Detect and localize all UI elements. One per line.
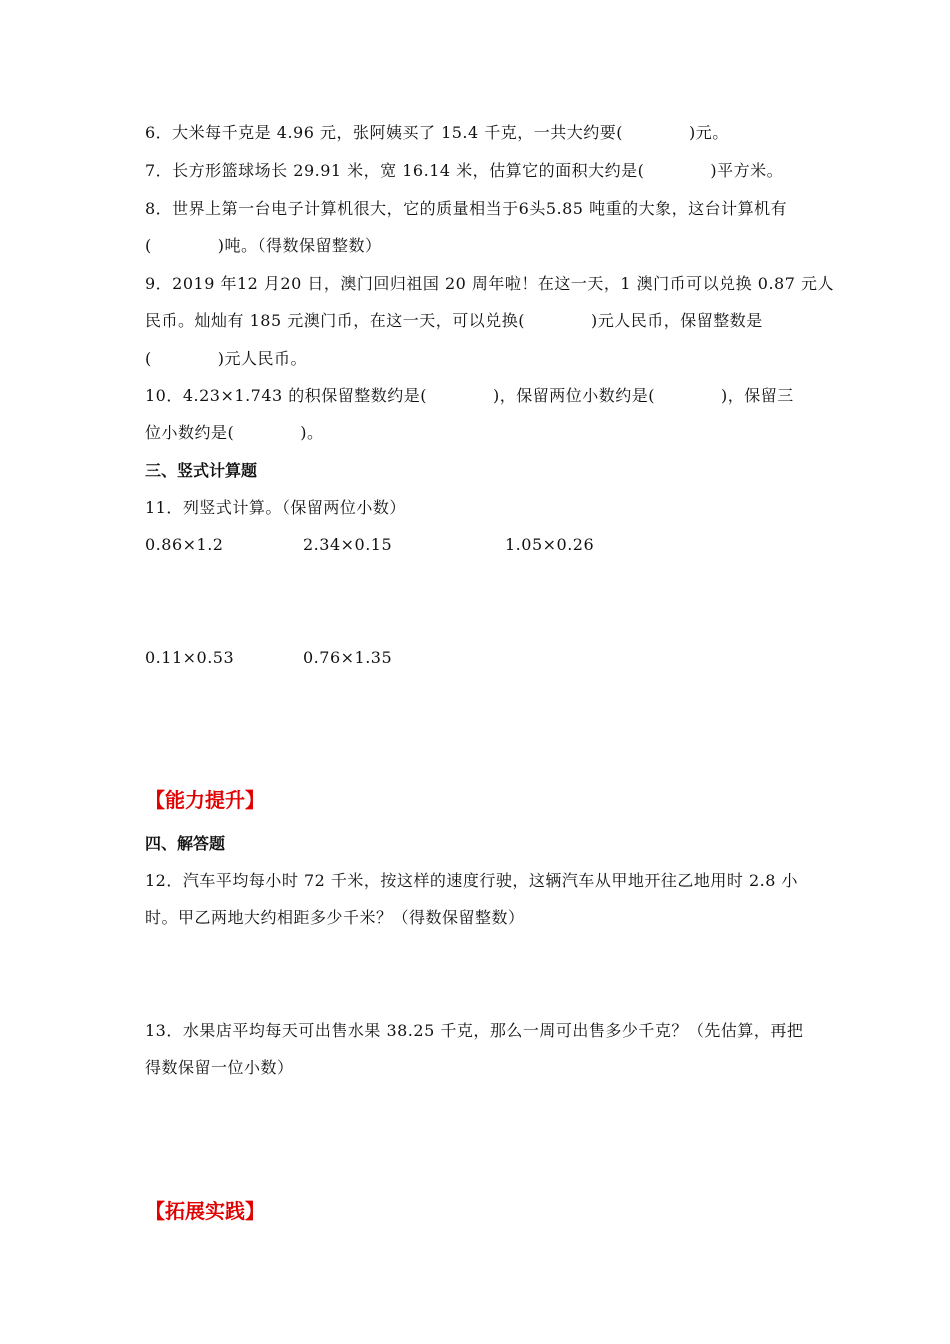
calc-expression: 1.05×0.26 [505,535,595,554]
question-9-line-3: ( )元人民币。 [145,349,307,368]
question-9-line-1: 9．2019 年12 月20 日，澳门回归祖国 20 周年啦！在这一天，1 澳门币可以兑换 0.87 元人 [145,274,834,293]
question-10-line-1: 10．4.23×1.743 的积保留整数约是( )，保留两位小数约是( )，保留三 [145,386,794,405]
question-10-line-2: 位小数约是( )。 [145,423,324,442]
question-8-line-1: 8．世界上第一台电子计算机很大，它的质量相当于6头5.85 吨重的大象，这台计算机有 [145,199,788,218]
question-12-line-2: 时。甲乙两地大约相距多少千米？（得数保留整数） [145,908,525,927]
question-6: 6．大米每千克是 4.96 元，张阿姨买了 15.4 千克，一共大约要( )元。 [145,123,729,142]
section-3-heading: 三、竖式计算题 [145,461,258,480]
question-11: 11．列竖式计算。（保留两位小数） [145,498,406,517]
section-4-heading: 四、解答题 [145,834,226,853]
calc-expression: 0.11×0.53 [145,648,235,667]
calc-expression: 0.76×1.35 [303,648,393,667]
question-8-line-2: ( )吨。（得数保留整数） [145,236,382,255]
question-12-line-1: 12．汽车平均每小时 72 千米，按这样的速度行驶，这辆汽车从甲地开往乙地用时 2.8 小 [145,871,799,890]
question-7: 7．长方形篮球场长 29.91 米，宽 16.14 米，估算它的面积大约是( )平方米。 [145,161,784,180]
calc-expression: 0.86×1.2 [145,535,224,554]
question-13-line-2: 得数保留一位小数） [145,1058,294,1077]
question-9-line-2: 民币。灿灿有 185 元澳门币，在这一天，可以兑换( )元人民币，保留整数是 [145,311,763,330]
calc-expression: 2.34×0.15 [303,535,393,554]
ability-section-title: 【能力提升】 [145,788,265,812]
question-13-line-1: 13．水果店平均每天可出售水果 38.25 千克，那么一周可出售多少千克？（先估算，再把 [145,1021,804,1040]
practice-section-title: 【拓展实践】 [145,1199,265,1223]
